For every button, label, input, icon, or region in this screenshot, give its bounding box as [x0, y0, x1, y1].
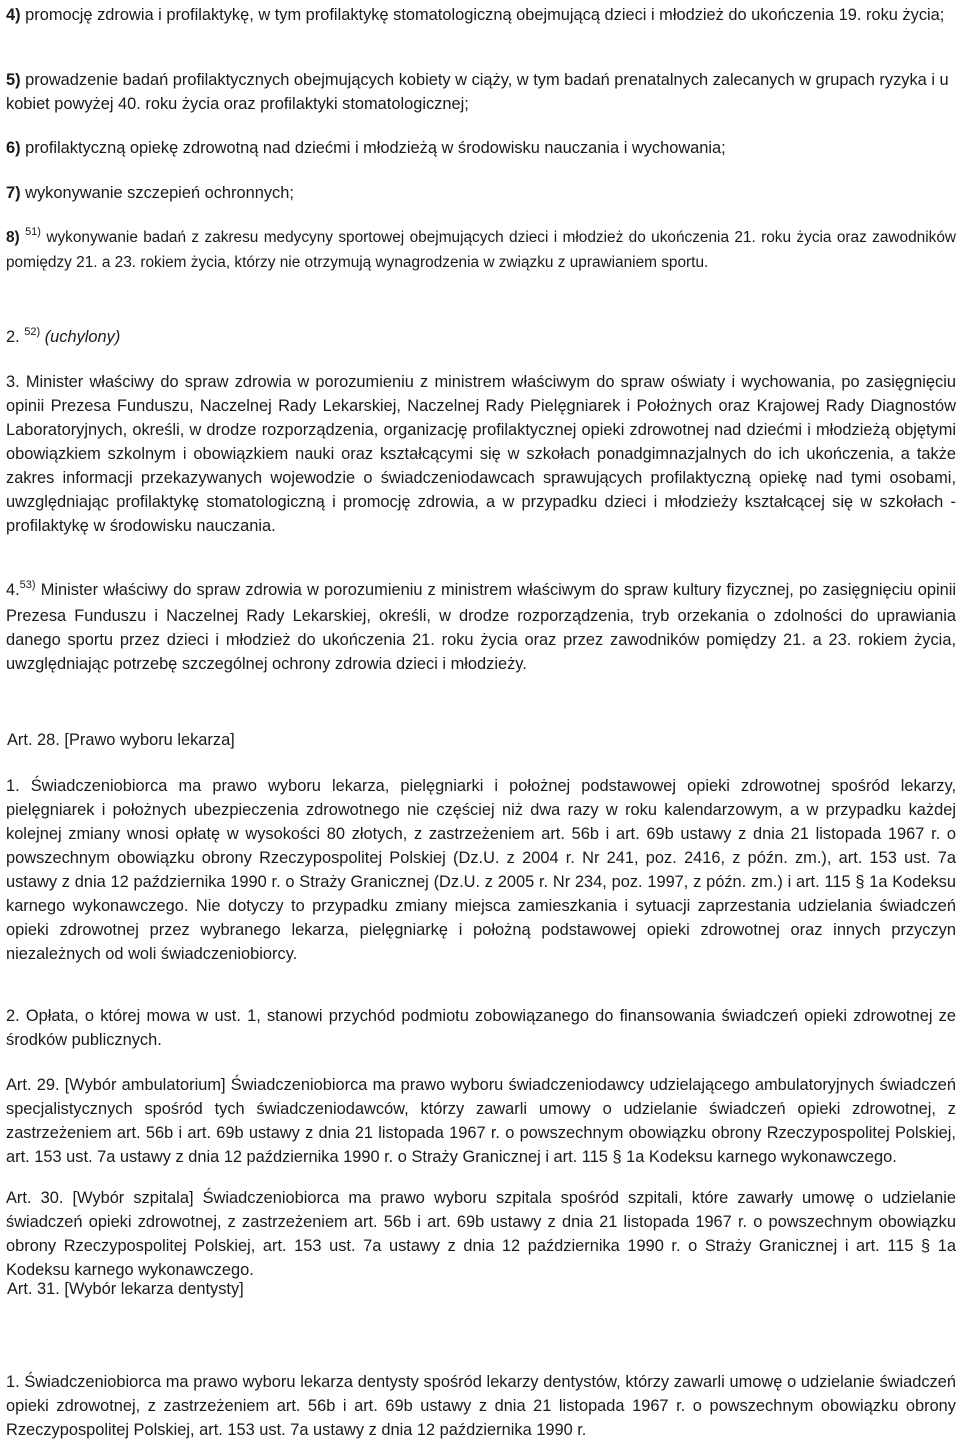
item-number: 8)	[6, 229, 20, 246]
paragraph-text: 3. Minister właściwy do spraw zdrowia w porozumieniu z ministrem właściwym do spraw oświaty i wychowania, po zasięgnięciu opinii Prezesa Funduszu, Naczelnej Rady Lekarskiej, Naczelnej Rady Pielęgniarek i Położnych oraz Krajowej Rady Diagnostów Laboratoryjnych, określi, w drodze rozporządzenia, organizację profilaktycznej opieki zdrowotnej nad dziećmi i młodzieżą objętymi obowiązkiem szkolnym i obowiązkiem nauki oraz kształcącymi się w szkołach ponadgimnazjalnych do ich ukończenia, a także zakres informacji przekazywanych wojewodzie o świadczeniodawcach sprawujących profilaktyczną opiekę nad tymi osobami, uwzględniając profilaktykę stomatologiczną i promocję zdrowia, a w przypadku dzieci i młodzieży kształcącej się w szkołach - profilaktykę w środowisku nauczania.	[6, 373, 956, 535]
item-number: 4)	[6, 6, 21, 24]
article-28-paragraph-2	[6, 1004, 956, 1052]
paragraph-ust-4	[6, 578, 956, 676]
article-29	[6, 1073, 956, 1169]
paragraph-text: (uchylony)	[44, 328, 121, 346]
item-text: wykonywanie badań z zakresu medycyny sportowej obejmujących dzieci i młodzież do ukończenia 21. roku życia oraz zawodników pomiędzy 21. a 23. rokiem życia, którzy nie otrzymują wynagrodzenia w związku z uprawianiem sportu.	[6, 229, 956, 271]
list-item-7	[6, 181, 956, 205]
list-item-5	[6, 68, 956, 116]
item-number: 5)	[6, 71, 21, 89]
list-item-4	[6, 3, 956, 27]
heading-text: Art. 31. [Wybór lekarza dentysty]	[7, 1280, 244, 1298]
paragraph-text: Art. 29. [Wybór ambulatorium] Świadczeniobiorca ma prawo wyboru świadczeniodawcy udzielającego ambulatoryjnych świadczeń specjalistycznych spośród tych świadczeniodawców, którzy zawarli umowy o udzielanie świadczeń opieki zdrowotnej, z zastrzeżeniem art. 56b i art. 69b ustawy z dnia 21 listopada 1967 r. o powszechnym obowiązku obrony Rzeczypospolitej Polskiej, art. 153 ust. 7a ustawy z dnia 12 października 1990 r. o Straży Granicznej i art. 115 § 1a Kodeksu karnego wykonawczego.	[6, 1076, 956, 1166]
paragraph-ust-2	[6, 325, 956, 351]
paragraph-text: Art. 30. [Wybór szpitala] Świadczeniobiorca ma prawo wyboru szpitala spośród szpitali, które zawarły umowę o udzielanie świadczeń opieki zdrowotnej, z zastrzeżeniem art. 56b i art. 69b ustawy z dnia 21 listopada 1967 r. o powszechnym obowiązku obrony Rzeczypospolitej Polskiej, art. 153 ust. 7a ustawy z dnia 12 października 1990 r. o Straży Granicznej i art. 115 § 1a Kodeksu karnego wykonawczego.	[6, 1189, 956, 1279]
paragraph-text: 2. Opłata, o której mowa w ust. 1, stanowi przychód podmiotu zobowiązanego do finansowania świadczeń opieki zdrowotnej ze środków publicznych.	[6, 1007, 956, 1049]
list-item-6	[6, 136, 956, 160]
item-number: 6)	[6, 139, 21, 157]
paragraph-number: 4.	[6, 581, 20, 599]
paragraph-text: 1. Świadczeniobiorca ma prawo wyboru lekarza dentysty spośród lekarzy dentystów, którzy zawarli umowę o udzielanie świadczeń opieki zdrowotnej, z zastrzeżeniem art. 56b i art. 69b ustawy z dnia 21 listopada 1967 r. o powszechnym obowiązku obrony Rzeczypospolitej Polskiej, art. 153 ust. 7a ustawy z dnia 12 października 1990 r.	[6, 1373, 956, 1439]
footnote-ref: 53)	[19, 579, 36, 591]
footnote-ref: 51)	[25, 226, 41, 238]
item-number: 7)	[6, 184, 21, 202]
article-28-paragraph-1	[6, 774, 956, 966]
item-text: promocję zdrowia i profilaktykę, w tym profilaktykę stomatologiczną obejmującą dzieci i młodzież do ukończenia 19. roku życia;	[25, 6, 945, 24]
footnote-ref: 52)	[24, 326, 41, 338]
paragraph-text: Minister właściwy do spraw zdrowia w porozumieniu z ministrem właściwym do spraw kultury fizycznej, po zasięgnięciu opinii Prezesa Funduszu i Naczelnej Rady Lekarskiej, określi, w drodze rozporządzenia, tryb orzekania o zdolności do uprawiania danego sportu przez dzieci i młodzież do ukończenia 21. roku życia oraz przez zawodników pomiędzy 21. a 23. rokiem życia, uwzględniając potrzebę szczególnej ochrony zdrowia dzieci i młodzieży.	[6, 581, 956, 673]
paragraph-text: 1. Świadczeniobiorca ma prawo wyboru lekarza, pielęgniarki i położnej podstawowej opieki zdrowotnej spośród lekarzy, pielęgniarek i położnych ubezpieczenia zdrowotnego nie częściej niż dwa razy w roku kalendarzowym, a w przypadku każdej kolejnej zmiany wnosi opłatę w wysokości 80 złotych, z zastrzeżeniem art. 56b i art. 69b ustawy z dnia 21 listopada 1967 r. o powszechnym obowiązku obrony Rzeczypospolitej Polskiej (Dz.U. z 2004 r. Nr 241, poz. 2416, z późn. zm.), art. 153 ust. 7a ustawy z dnia 12 października 1990 r. o Straży Granicznej (Dz.U. z 2005 r. Nr 234, poz. 1997, z późn. zm.) i art. 115 § 1a Kodeksu karnego wykonawczego. Nie dotyczy to przypadku zmiany miejsca zamieszkania i sytuacji zaprzestania udzielania świadczeń opieki zdrowotnej przez wybranego lekarza, pielęgniarkę i położną podstawowej opieki zdrowotnej oraz innych przyczyn niezależnych od woli świadczeniobiorcy.	[6, 777, 956, 963]
paragraph-number: 2.	[6, 328, 20, 346]
item-text: wykonywanie szczepień ochronnych;	[25, 184, 294, 202]
item-text: prowadzenie badań profilaktycznych obejmujących kobiety w ciąży, w tym badań prenatalnych zalecanych w grupach ryzyka i u kobiet powyżej 40. roku życia oraz profilaktyki stomatologicznej;	[6, 71, 949, 113]
article-31-heading	[7, 1277, 956, 1301]
article-30	[6, 1186, 956, 1282]
heading-text: Art. 28. [Prawo wyboru lekarza]	[7, 731, 235, 749]
article-28-heading	[7, 728, 956, 752]
paragraph-ust-3	[6, 370, 956, 538]
item-text: profilaktyczną opiekę zdrowotną nad dziećmi i młodzieżą w środowisku nauczania i wychowania;	[25, 139, 726, 157]
list-item-8	[6, 226, 956, 275]
article-31-paragraph-1	[6, 1370, 956, 1442]
